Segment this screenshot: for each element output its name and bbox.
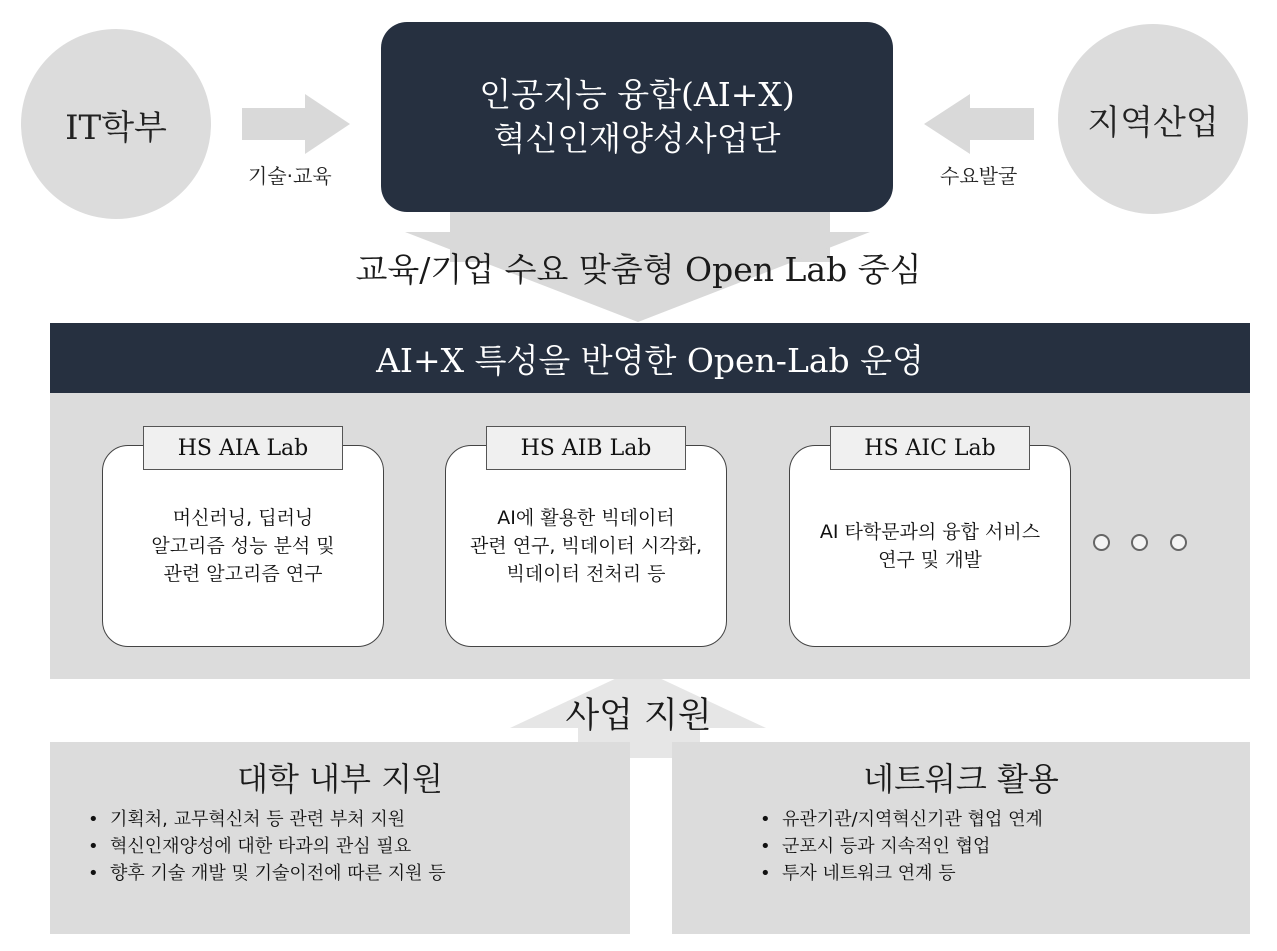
- lab-tab-aia: [143, 426, 343, 470]
- list-item: • 혁신인재양성에 대한 타과의 관심 필요: [88, 833, 446, 860]
- center-caption: 교육/기업 수요 맞춤형 Open Lab 중심: [355, 250, 922, 289]
- lab-description: [804, 518, 1056, 574]
- it-department-label: IT학부: [65, 107, 167, 148]
- center-org-line1: 인공지능 융합(AI+X): [479, 75, 795, 114]
- center-org-box: [381, 22, 893, 212]
- lab-name: HS AIA Lab: [177, 435, 309, 461]
- lab-tab-aib: [486, 426, 686, 470]
- lab-desc-line: 연구 및 개발: [878, 549, 982, 571]
- lab-tab-aic: [830, 426, 1030, 470]
- list-item: • 군포시 등과 지속적인 협업: [760, 833, 1043, 860]
- left-flow-label: 기술·교육: [248, 164, 332, 188]
- lab-desc-line: 관련 연구, 빅데이터 시각화,: [469, 535, 703, 557]
- right-arrow: [242, 94, 350, 154]
- lab-card-aib: [445, 445, 727, 647]
- lab-desc-line: AI 타학문과의 융합 서비스: [819, 521, 1041, 543]
- lab-name: HS AIB Lab: [520, 435, 652, 461]
- regional-industry-label: 지역산업: [1087, 102, 1219, 143]
- ellipsis-dot: [1170, 534, 1187, 551]
- panel-title: 대학 내부 지원: [237, 760, 443, 798]
- ellipsis-dot: [1131, 534, 1148, 551]
- panel-title: 네트워크 활용: [863, 760, 1059, 798]
- lab-desc-line: 머신러닝, 딥러닝: [172, 507, 314, 529]
- list-item: • 향후 기술 개발 및 기술이전에 따른 지원 등: [88, 860, 446, 887]
- ellipsis-dot: [1093, 534, 1110, 551]
- left-arrow: [924, 94, 1034, 154]
- list-item: • 기획처, 교무혁신처 등 관련 부처 지원: [88, 806, 446, 833]
- center-org-line2: 혁신인재양성사업단: [493, 119, 781, 158]
- it-department-circle: [21, 29, 211, 219]
- regional-industry-circle: [1058, 24, 1248, 214]
- open-lab-band: [50, 323, 1250, 393]
- list-item: • 투자 네트워크 연계 등: [760, 860, 1043, 887]
- band-title: AI+X 특성을 반영한 Open-Lab 운영: [376, 340, 924, 380]
- lab-desc-line: 알고리즘 성능 분석 및: [151, 535, 335, 557]
- lab-name: HS AIC Lab: [864, 435, 996, 461]
- lab-desc-line: 관련 알고리즘 연구: [163, 563, 323, 585]
- right-flow-label: 수요발굴: [940, 164, 1018, 188]
- lab-desc-line: AI에 활용한 빅데이터: [497, 507, 675, 529]
- lab-card-aia: [102, 445, 384, 647]
- lab-description: [454, 504, 718, 588]
- internal-support-panel: [50, 742, 630, 934]
- network-panel: [672, 742, 1250, 934]
- support-label: 사업 지원: [565, 696, 712, 736]
- lab-card-aic: [789, 445, 1071, 647]
- panel-list: [88, 806, 446, 887]
- panel-list: [760, 806, 1043, 887]
- lab-desc-line: 빅데이터 전처리 등: [506, 563, 666, 585]
- lab-description: [135, 504, 350, 588]
- list-item: • 유관기관/지역혁신기관 협업 연계: [760, 806, 1043, 833]
